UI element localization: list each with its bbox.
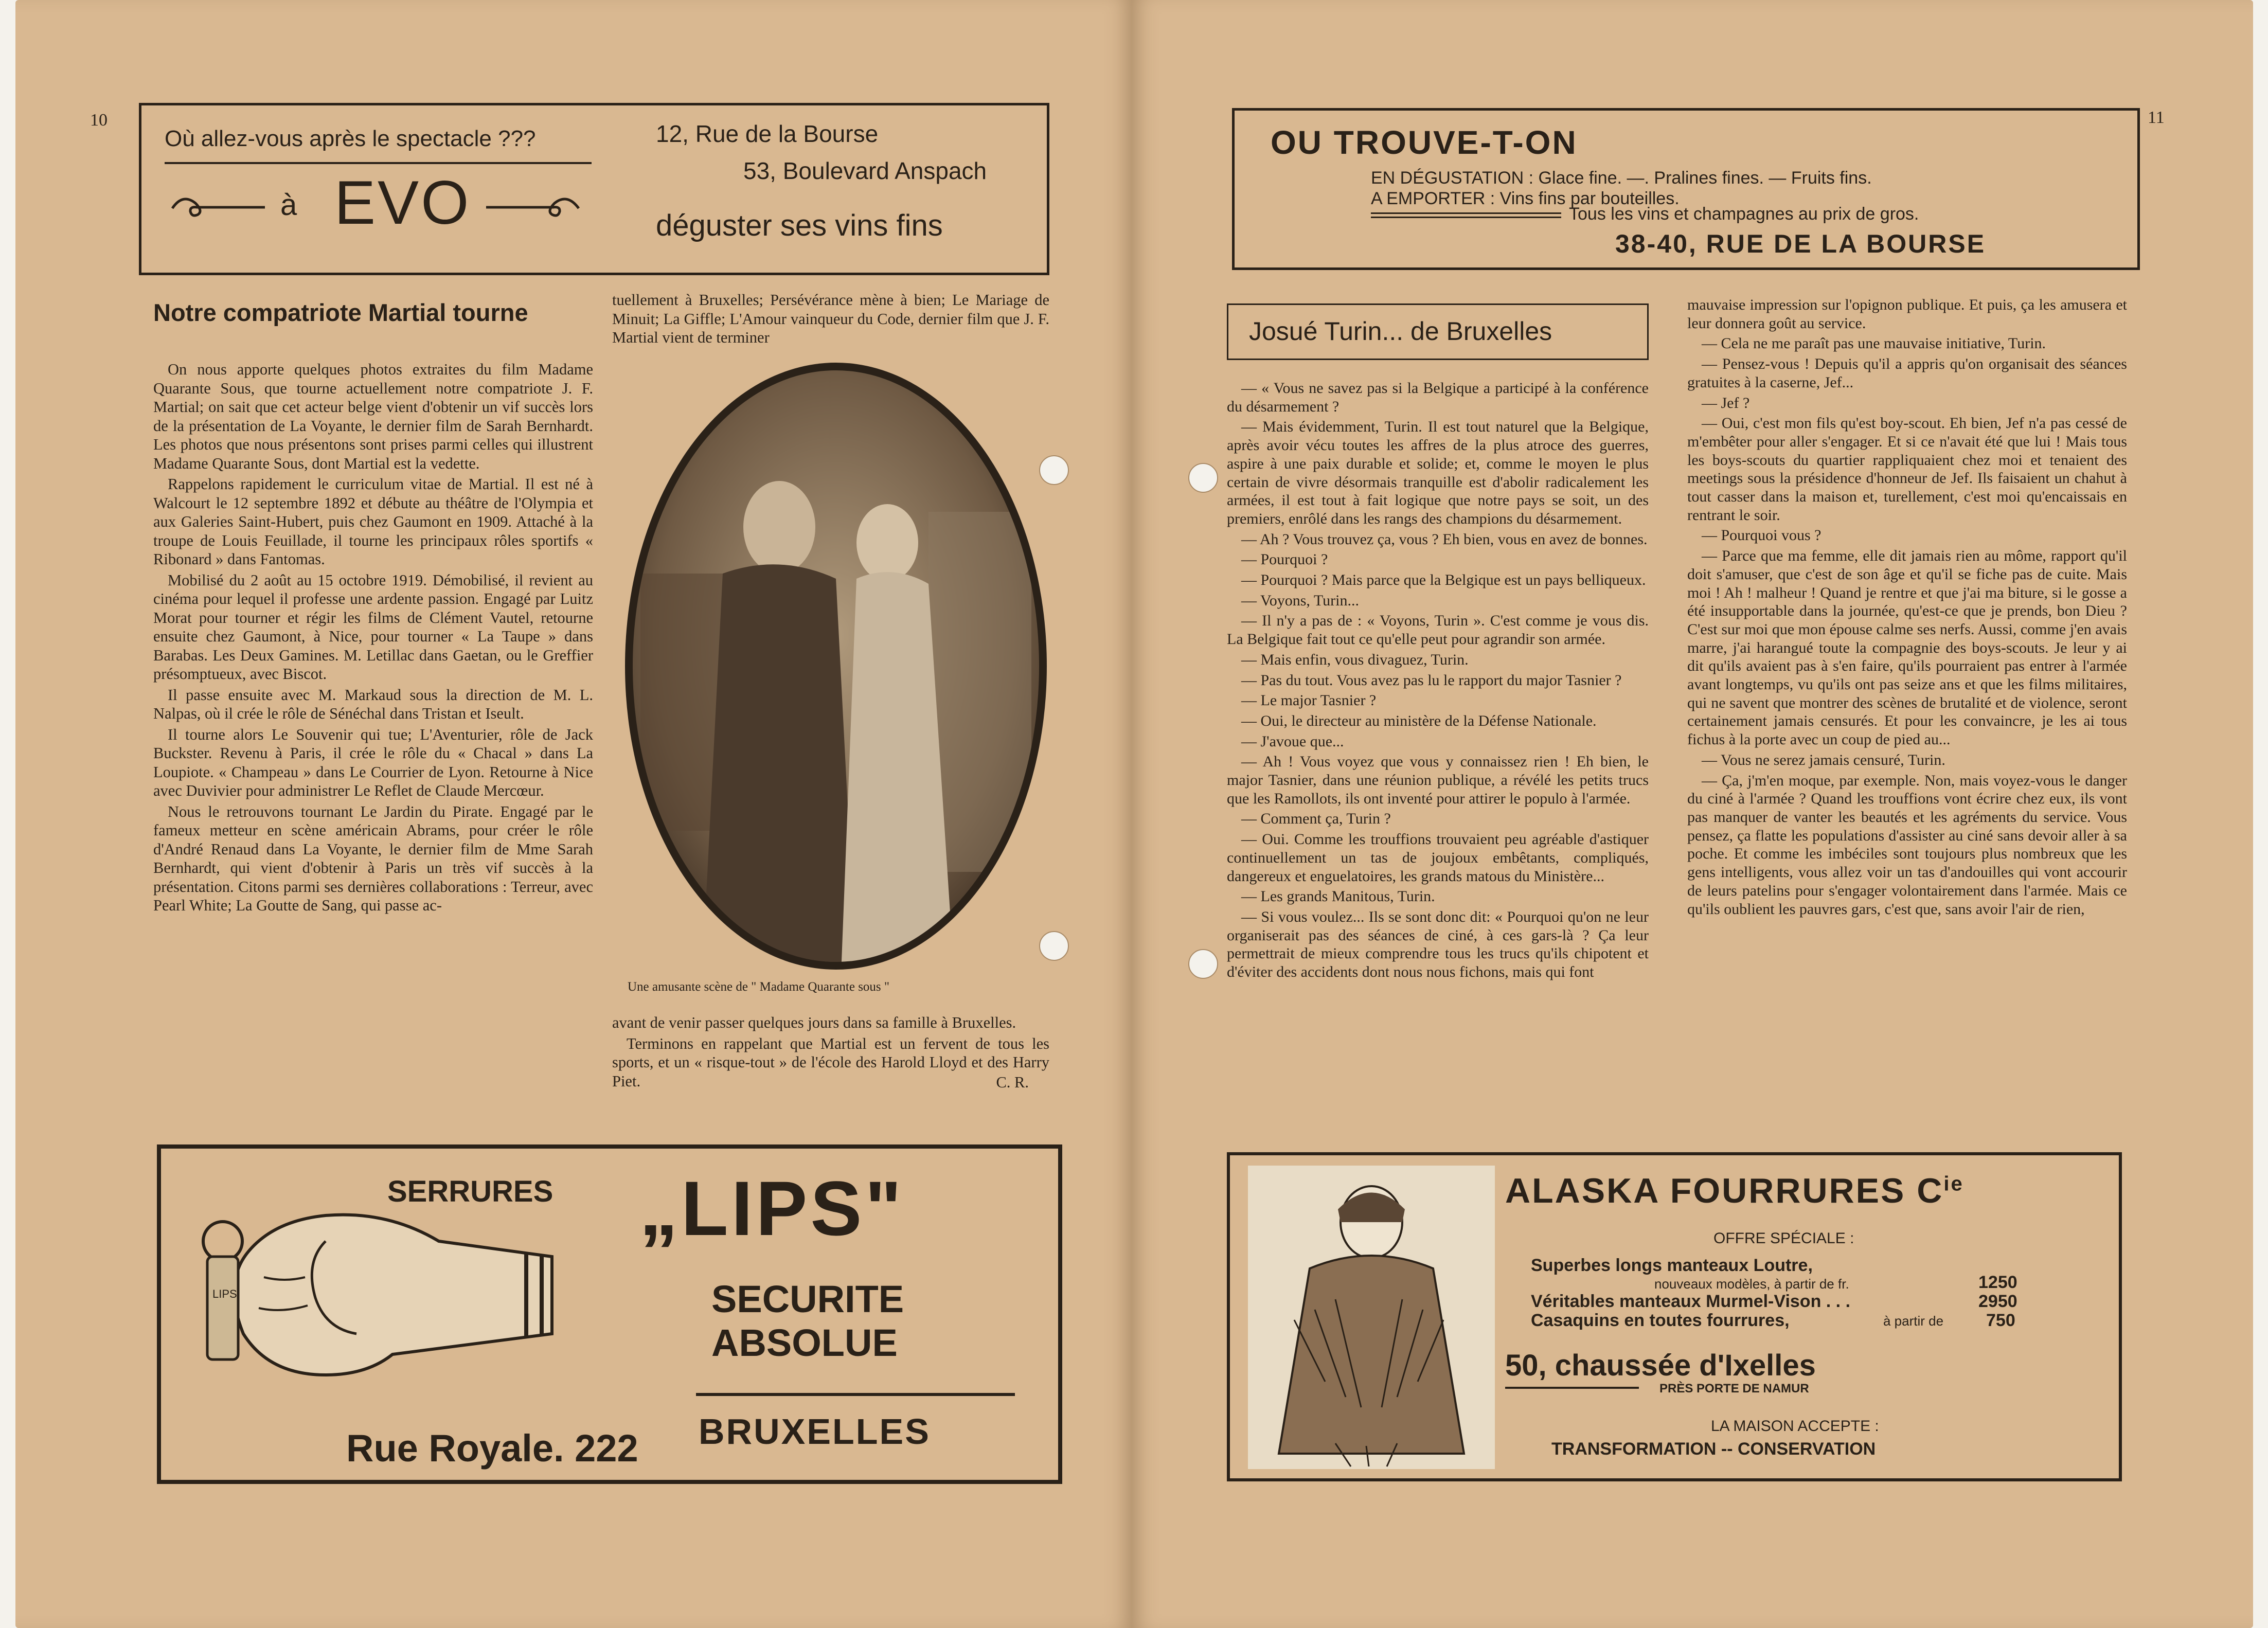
- article-paragraph: Il tourne alors Le Souvenir qui tue; L'Aventurier, rôle de Jack Buckster. Revenu à Paris, il crée le rôle du « Chacal » dans La Loupiote. « Champeau » dans Le Courrier de Lyon. Retourne à Nice avec Duvivier pour administrer Le Reflet de Claude Mercœur.: [153, 725, 593, 799]
- left-page: [15, 0, 1132, 1628]
- dialogue-line: — Oui, le directeur au ministère de la Défense Nationale.: [1241, 712, 1597, 729]
- alaska-accepts: LA MAISON ACCEPTE :: [1711, 1418, 1879, 1435]
- lips-ad: [157, 1144, 1062, 1484]
- dialogue-line: — Pourquoi ?: [1241, 551, 1328, 568]
- dialogue-line: — Pourquoi ? Mais parce que la Belgique est un pays belliqueux.: [1241, 571, 1646, 589]
- alaska-item-2-price: 2950: [1978, 1292, 2017, 1311]
- trouve-line-3: Tous les vins et champagnes au prix de gros.: [1569, 204, 1919, 224]
- alaska-ad: [1227, 1152, 2122, 1481]
- trouve-ad: [1232, 108, 2140, 270]
- article-column-1: [153, 360, 593, 917]
- lips-securite: SECURITE: [711, 1278, 904, 1320]
- dialogue-line: — Ah ! Vous voyez que vous y connaissez rien ! Eh bien, le major Tasnier, dans une réunion publique, a révélé les petits trucs que les Ramollots, ils ont inventé pour attirer le populo à l'armée.: [1227, 753, 1649, 807]
- lips-address: Rue Royale. 222: [346, 1427, 638, 1470]
- flourish-right-icon: [481, 188, 584, 226]
- dialogue-line: — Parce que ma femme, elle dit jamais rien au môme, rapport qu'il doit s'amuser, que c'est de son âge et qu'il se fiche pas de cuite. Mais moi ! Ah ! malheur ! Quand je rentre et que j'ai ma biture, si le gosse a été insupportable dans la journée, qu'est-ce que je prends, bon Dieu ? C'est sur moi que mon épouse calme ses nerfs. Aussi, comme j'en avais marre, j'ai harangué toute la compagnie des boys-scouts. Je leur y ai dit qu'ils avaient pas à s'en faire, qu'ils pourraient pas entrer à l'armée avant longtemps, vu qu'ils ont pas seize ans et que les films militaires, qui ne savent que montrer des scènes de brutalité et de violence, seront certainement jamais censurés. Et pour les convaincre, je les ai tous fichus à la porte avec un coup de pied au...: [1687, 547, 2127, 748]
- article-paragraph: Nous le retrouvons tournant Le Jardin du Pirate. Engagé par le fameux metteur en scène américain Abrams, pour créer le rôle d'André Renaud dans La Voyante, le dernier film de Mme Sarah Bernhardt, qui vient d'obtenir à Paris un très vif succès à la présentation. Citons parmi ses dernières collaborations : Terreur, avec Pearl White; La Goutte de Sang, qui passe ac-: [153, 802, 593, 914]
- article-column-2-bottom: [612, 1013, 1049, 1092]
- alaska-item-1: Superbes longs manteaux Loutre,: [1531, 1256, 1813, 1275]
- lips-rule: [696, 1393, 1015, 1396]
- punch-hole: [1188, 949, 1218, 979]
- trouve-rule: [1371, 217, 1561, 218]
- fur-coat-illustration-icon: [1248, 1166, 1495, 1469]
- dialogue-line: — Le major Tasnier ?: [1241, 692, 1377, 709]
- page-number: 10: [90, 111, 108, 130]
- evo-name: EVO: [334, 168, 471, 237]
- page-number: 11: [2148, 108, 2165, 127]
- article-paragraph: Il passe ensuite avec M. Markaud sous la direction de M. L. Nalpas, où il crée le rôle de Sénéchal dans Tristan et Iseult.: [153, 686, 593, 722]
- right-page: [1132, 0, 2253, 1628]
- dialogue-line: — Oui. Comme les trouffions trouvaient peu agréable d'astiquer continuellement un tas de joujoux embêtants, compliqués, dangereux et enguelatoires, les grands matous du Ministère...: [1227, 831, 1649, 885]
- alaska-item-2: Véritables manteaux Murmel-Vison . . .: [1531, 1292, 1851, 1311]
- alaska-title-text: ALASKA FOURRURES C: [1505, 1171, 1944, 1210]
- alaska-title-sup: ie: [1943, 1172, 1964, 1195]
- article-paragraph: Mobilisé du 2 août au 15 octobre 1919. Démobilisé, il revient au cinéma pour lequel il professe une ardente passion. Engagé par Luitz Morat pour tourner et régir les films de Clément Vautel, retourne ensuite chez Gaumont, à Nice, pour tourner « La Taupe » dans Barabas. Les Deux Gamines. M. Letillac dans Gaetan, ou le Greffier présomptueux, avec Biscot.: [153, 571, 593, 683]
- article-signature: C. R.: [996, 1074, 1029, 1091]
- alaska-item-1-price: 1250: [1978, 1273, 2017, 1292]
- dialogue-line: — Comment ça, Turin ?: [1241, 810, 1391, 828]
- article-paragraph: Terminons en rappelant que Martial est un fervent de tous les sports, et un « risque-tout » de l'école des Harold Lloyd et des Harry Piet.: [612, 1034, 1049, 1090]
- article-column-2: [1687, 296, 2127, 920]
- dialogue-line: — J'avoue que...: [1241, 732, 1344, 750]
- dialogue-line: — Les grands Manitous, Turin.: [1241, 888, 1435, 905]
- article-paragraph: avant de venir passer quelques jours dans sa famille à Bruxelles.: [612, 1014, 1016, 1031]
- dialogue-line: — Vous ne serez jamais censuré, Turin.: [1702, 751, 1945, 768]
- evo-tagline: déguster ses vins fins: [656, 209, 943, 242]
- alaska-title: [1505, 1171, 1964, 1211]
- alaska-offer: OFFRE SPÉCIALE :: [1713, 1230, 1854, 1247]
- article-title-box: [1227, 303, 1649, 360]
- trouve-address: 38-40, RUE DE LA BOURSE: [1615, 229, 1986, 258]
- evo-prefix: à: [280, 188, 297, 222]
- article-paragraph: On nous apporte quelques photos extraites du film Madame Quarante Sous, que tourne actuellement notre compatriote J. F. Martial; on sait que cet acteur belge vient d'obtenir un vif succès lors de la présentation de La Voyante, le dernier film de Sarah Bernhardt. Les photos que nous présentons sont prises parmi celles qui illustrent Madame Quarante Sous, dont Martial est la vedette.: [153, 361, 593, 472]
- dialogue-line: — Si vous voulez... Ils se sont donc dit: « Pourquoi qu'on ne leur organiserait pas des séances de ciné, à ces gars-là ? Ça leur permettrait de mieux comprendre tous les trucs qu'ils chipotent et d'éviter des accidents dont nous nous fichons, mais qui font: [1227, 908, 1649, 981]
- dialogue-line: — Oui, c'est mon fils qu'est boy-scout. Eh bien, Jef n'a pas cessé de m'embêter pour aller s'engager. Et si ce n'avait été que lui ! Mais tous les boys-scouts du quartier rappliquaient chez moi et tenaient des meetings sous la présidence d'honneur de Jef. Ils faisaient un chahut à tout casser dans la maison et, turellement, c'est moi qu'encaissais en rentrant le soir.: [1687, 415, 2127, 524]
- lips-brand: „LIPS": [639, 1165, 905, 1251]
- article-paragraph: Rappelons rapidement le curriculum vitae de Martial. Il est né à Walcourt le 12 septembre 1892 et débute au théâtre de l'Olympia et aux Galeries Saint-Hubert, puis chez Gaumont en 1909. Attaché à la troupe de Louis Feuillade, il tourne les principaux rôles sportifs « Ribonard » dans Fantomas.: [153, 475, 593, 568]
- dialogue-line: — Pourquoi vous ?: [1702, 527, 1821, 544]
- alaska-address: 50, chaussée d'Ixelles: [1505, 1349, 1816, 1382]
- dialogue-line: — Jef ?: [1702, 394, 1750, 412]
- dialogue-line: — Ça, j'm'en moque, par exemple. Non, mais voyez-vous le danger du ciné à l'armée ? Quand les trouffions vont écrire chez eux, ils vont pas manquer de vanter les beautés et les agréments du service. Vous pensez, ça flatte les populations d'assister au ciné sans devoir aller à sa poche. Et comme les imbéciles sont toujours plus nombreux que les gens intelligents, vous allez voir un tas d'andouilles qui vont accourir de leurs patelins pour s'engager volontairement dans l'armée. Mais ce qu'ils oublient les pauvres gars, c'est que, sans avoir l'air de rien,: [1687, 772, 2127, 918]
- article-paragraph: tuellement à Bruxelles; Persévérance mène à bien; Le Mariage de Minuit; La Giffle; L'Amour vainqueur du Code, dernier film que J. F. Martial vient de terminer: [612, 291, 1049, 346]
- article-column-1: [1227, 379, 1649, 983]
- evo-address-1: 12, Rue de la Bourse: [656, 120, 879, 147]
- dialogue-line: — Il n'y a pas de : « Voyons, Turin ». C'est comme je vous dis. La Belgique fait tout ce qu'elle peut pour agrandir son armée.: [1227, 612, 1649, 648]
- dialogue-line: — Mais enfin, vous divaguez, Turin.: [1241, 651, 1469, 668]
- dialogue-line: — Mais évidemment, Turin. Il est tout naturel que la Belgique, après avoir vécu toutes les affres de la plus atroce des guerres, aspire à une paix durable et solide; et, comme le moyen le plus certain de vivre désormais tranquille est d'abolir radicalement les armées, il est tout à fait logique que notre pays se soit, un des premiers, enrôlé dans les rangs des champions du désarmement.: [1227, 418, 1649, 527]
- punch-hole: [1039, 455, 1069, 485]
- alaska-rule: [1505, 1387, 1639, 1389]
- punch-hole: [1039, 931, 1069, 961]
- alaska-item-3-price: 750: [1986, 1311, 2015, 1330]
- trouve-rule: [1371, 212, 1561, 214]
- dialogue-line: — Pas du tout. Vous avez pas lu le rapport du major Tasnier ?: [1241, 671, 1622, 689]
- lips-serrures: SERRURES: [387, 1175, 553, 1208]
- lips-absolue: ABSOLUE: [711, 1321, 898, 1364]
- alaska-item-3-sub: à partir de: [1883, 1313, 1944, 1329]
- alaska-near: PRÈS PORTE DE NAMUR: [1659, 1382, 1809, 1396]
- alaska-item-3: Casaquins en toutes fourrures,: [1531, 1311, 1790, 1330]
- evo-address-2: 53, Boulevard Anspach: [743, 157, 987, 184]
- dialogue-line: — Ah ? Vous trouvez ça, vous ? Eh bien, vous en avez de bonnes.: [1241, 530, 1648, 548]
- movie-still-photo: [620, 357, 1049, 977]
- dialogue-line: — « Vous ne savez pas si la Belgique a participé à la conférence du désarmement ?: [1227, 380, 1649, 415]
- evo-ad: [139, 103, 1049, 275]
- trouve-line-1: EN DÉGUSTATION : Glace fine. —. Pralines fines. — Fruits fins.: [1371, 168, 1872, 188]
- article-column-2-top: [612, 291, 1049, 349]
- hand-key-illustration-icon: [171, 1179, 562, 1398]
- dialogue-line: — Cela ne me paraît pas une mauvaise initiative, Turin.: [1702, 335, 2046, 352]
- dialogue-line: — Pensez-vous ! Depuis qu'il a appris qu'on organisait des séances gratuites à la caserne, Jef...: [1687, 355, 2127, 391]
- article-title: Josué Turin... de Bruxelles: [1249, 317, 1552, 346]
- dialogue-line: mauvaise impression sur l'opignon publique. Et puis, ça les amusera et leur donnera goût au service.: [1687, 296, 2127, 332]
- evo-question: Où allez-vous après le spectacle ???: [165, 126, 536, 151]
- dialogue-line: — Voyons, Turin...: [1241, 592, 1359, 609]
- photo-caption: Une amusante scène de " Madame Quarante sous ": [628, 980, 890, 994]
- article-title: Notre compatriote Martial tourne: [153, 299, 528, 326]
- flourish-left-icon: [167, 188, 270, 226]
- key-tag-label: LIPS: [212, 1287, 237, 1300]
- trouve-line-2: A EMPORTER : Vins fins par bouteilles.: [1371, 189, 1680, 208]
- alaska-services: TRANSFORMATION -- CONSERVATION: [1551, 1439, 1876, 1459]
- lips-city: BRUXELLES: [699, 1411, 931, 1452]
- alaska-item-1-sub: nouveaux modèles, à partir de fr.: [1654, 1276, 1849, 1292]
- trouve-title: OU TROUVE-T-ON: [1271, 124, 1578, 161]
- punch-hole: [1188, 463, 1218, 493]
- evo-rule: [165, 162, 592, 164]
